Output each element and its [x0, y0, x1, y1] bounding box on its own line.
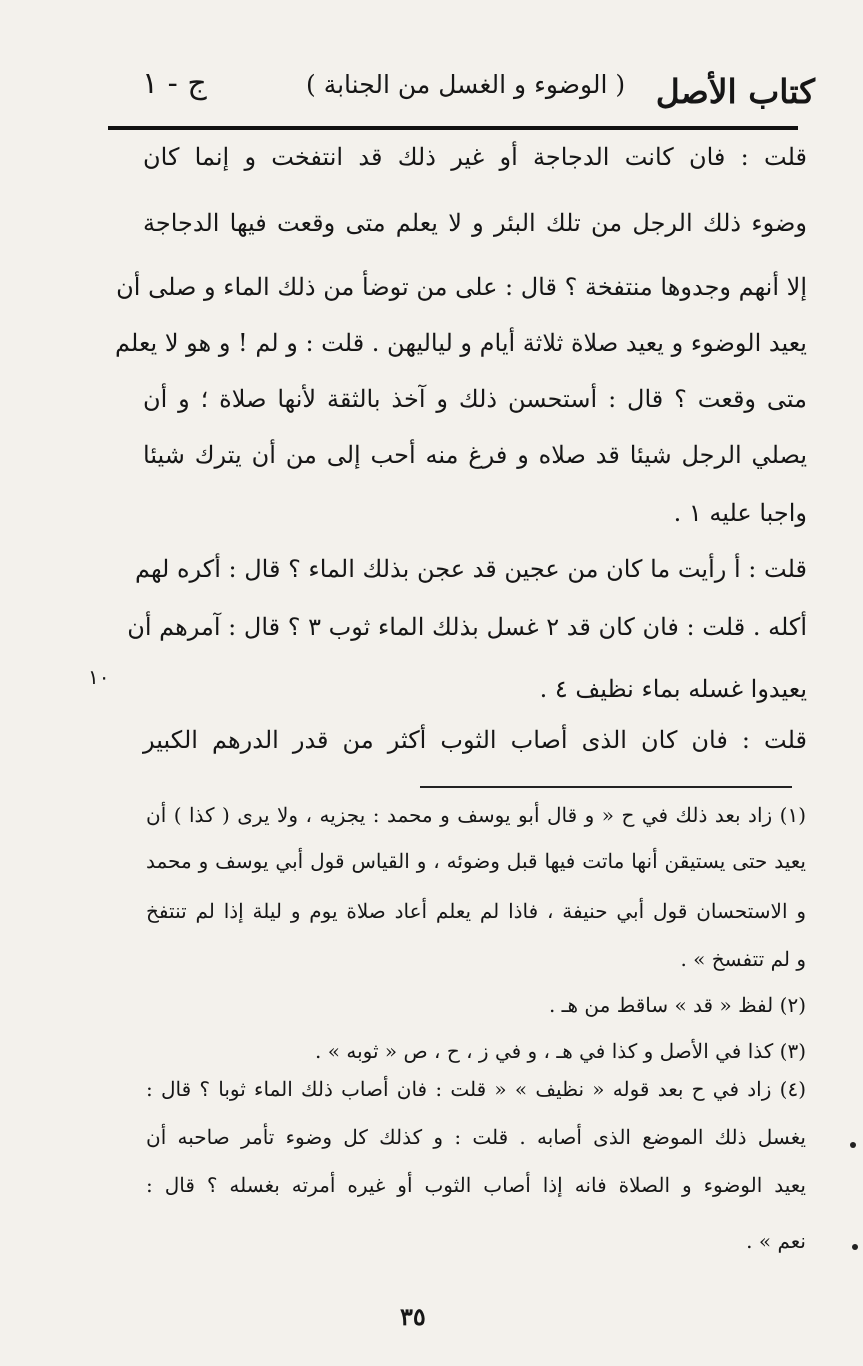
footnote-line: يغسل ذلك الموضع الذى أصابه . قلت : و كذلك كل وضوء تأمر صاحبه أن	[146, 1125, 806, 1149]
footnote-line: و الاستحسان قول أبي حنيفة ، فاذا لم يعلم أعاد صلاة يوم و ليلة إذا لم تنتفخ	[146, 899, 806, 923]
body-line: قلت : فان كان الذى أصاب الثوب أكثر من قدر الدرهم الكبير	[143, 726, 807, 754]
body-line: يصلي الرجل شيئا قد صلاه و فرغ منه أحب إلى من أن يترك شيئا	[143, 441, 807, 469]
body-line: أكله . قلت : فان كان قد ٢ غسل بذلك الماء ثوب ٣ ؟ قال : آمرهم أن	[127, 613, 807, 641]
footnote-rule	[420, 786, 792, 788]
body-line: يعيد الوضوء و يعيد صلاة ثلاثة أيام و لياليهن . قلت : و لم ! و هو لا يعلم	[115, 329, 807, 357]
body-line: وضوء ذلك الرجل من تلك البئر و لا يعلم متى وقعت فيها الدجاجة	[143, 209, 807, 237]
volume-label: ج - ١	[142, 66, 207, 101]
body-line: إلا أنهم وجدوها منتفخة ؟ قال : على من توضأ من ذلك الماء و صلى أن	[116, 273, 807, 301]
chapter-title: ( الوضوء و الغسل من الجنابة )	[306, 70, 626, 99]
ink-speck	[852, 1244, 858, 1250]
footnote-line: يعيد حتى يستيقن أنها ماتت فيها قبل وضوئه ، و القياس قول أبي يوسف و محمد	[146, 849, 806, 873]
header-rule	[108, 126, 798, 130]
footnote-line: (٤) زاد في ح بعد قوله « نظيف » « قلت : فان أصاب ذلك الماء ثوبا ؟ قال :	[146, 1077, 806, 1101]
footnote-line: و لم تتفسخ » .	[680, 947, 806, 971]
ink-speck	[850, 1142, 856, 1148]
book-title: كتاب الأصل	[655, 72, 815, 111]
body-line: قلت : أ رأيت ما كان من عجين قد عجن بذلك الماء ؟ قال : أكره لهم	[134, 555, 807, 583]
body-line: يعيدوا غسله بماء نظيف ٤ .	[539, 675, 807, 703]
body-line: واجبا عليه ١ .	[673, 499, 807, 527]
body-line: متى وقعت ؟ قال : أستحسن ذلك و آخذ بالثقة لأنها صلاة ؛ و أن	[143, 385, 807, 413]
page-number: ٣٥	[400, 1302, 426, 1331]
footnote-line: (١) زاد بعد ذلك في ح « و قال أبو يوسف و محمد : يجزيه ، ولا يرى ( كذا ) أن	[146, 803, 806, 827]
footnote-line: (٢) لفظ « قد » ساقط من هـ .	[548, 993, 806, 1017]
body-line: قلت : فان كانت الدجاجة أو غير ذلك قد انتفخت و إنما كان	[143, 143, 807, 171]
line-number-marker: ١٠	[88, 665, 110, 689]
footnote-line: (٣) كذا في الأصل و كذا في هـ ، و في ز ، ح ، ص « ثوبه » .	[315, 1039, 806, 1063]
footnote-line: يعيد الوضوء و الصلاة فانه إذا أصاب الثوب أو غيره أمرته بغسله ؟ قال :	[146, 1173, 806, 1197]
footnote-line: نعم » .	[746, 1229, 806, 1253]
